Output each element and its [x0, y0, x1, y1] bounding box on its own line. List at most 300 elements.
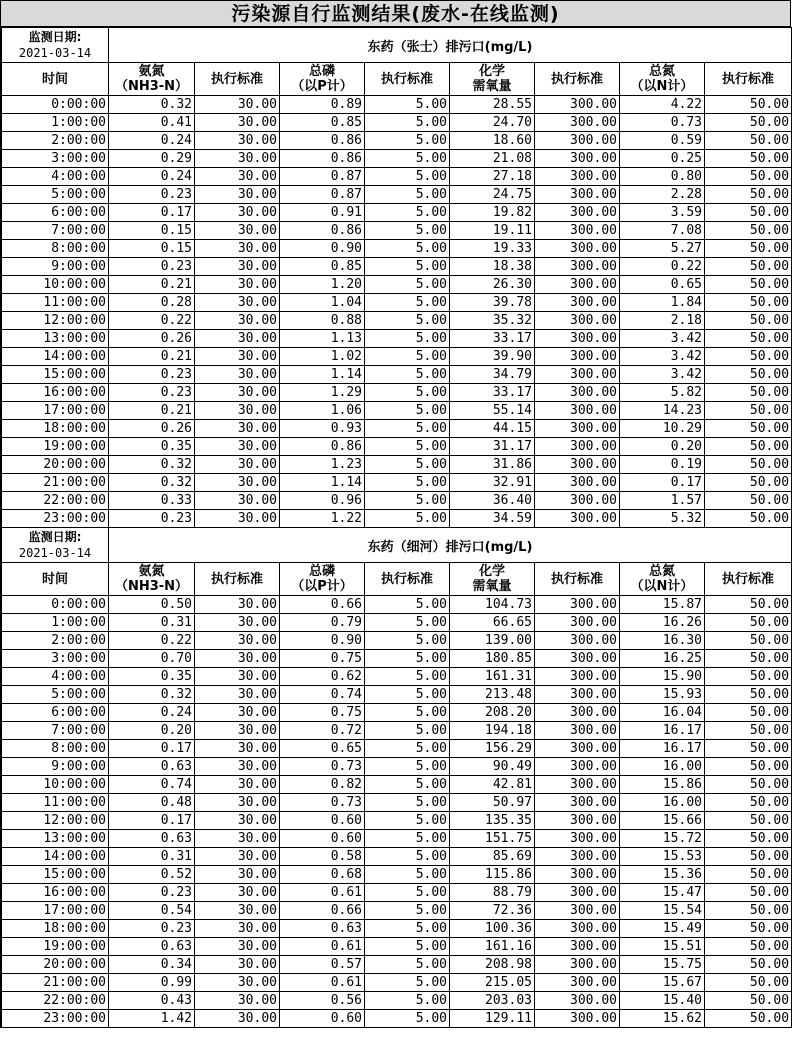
table-cell: 0.20 [109, 722, 195, 740]
table-cell: 30.00 [195, 240, 280, 258]
table-cell: 0.35 [109, 438, 195, 456]
table-cell: 50.00 [705, 686, 792, 704]
table-cell: 32.91 [450, 474, 535, 492]
table-cell: 5.00 [365, 510, 450, 528]
table-cell: 213.48 [450, 686, 535, 704]
table-cell: 50.00 [705, 938, 792, 956]
table-row [2, 992, 792, 1010]
table-cell: 0.74 [280, 686, 365, 704]
table-cell: 300.00 [535, 920, 620, 938]
table-cell: 5.00 [365, 384, 450, 402]
table-cell: 17:00:00 [2, 402, 109, 420]
table-cell: 10:00:00 [2, 276, 109, 294]
table-cell: 0.89 [280, 96, 365, 114]
table-cell: 16.00 [620, 794, 705, 812]
table-cell: 1.14 [280, 366, 365, 384]
table-cell: 300.00 [535, 222, 620, 240]
table-cell: 0.26 [109, 420, 195, 438]
column-header-line2: （以N计） [630, 79, 694, 94]
table-row [2, 474, 792, 492]
table-cell: 0.90 [280, 240, 365, 258]
table-cell: 5.00 [365, 956, 450, 974]
table-cell: 115.86 [450, 866, 535, 884]
table-cell: 3:00:00 [2, 150, 109, 168]
table-cell: 5.00 [365, 420, 450, 438]
table-cell: 30.00 [195, 956, 280, 974]
table-cell: 5.00 [365, 722, 450, 740]
column-header [535, 63, 620, 96]
table-cell: 5.00 [365, 258, 450, 276]
monitor-date-value: 2021-03-14 [18, 546, 92, 560]
table-cell: 50.00 [705, 614, 792, 632]
table-cell: 31.86 [450, 456, 535, 474]
table-cell: 5.00 [365, 150, 450, 168]
table-cell: 72.36 [450, 902, 535, 920]
table-cell: 17:00:00 [2, 902, 109, 920]
table-cell: 300.00 [535, 348, 620, 366]
table-cell: 5.00 [365, 596, 450, 614]
table-cell: 5.00 [365, 938, 450, 956]
table-cell: 208.20 [450, 704, 535, 722]
table-cell: 300.00 [535, 186, 620, 204]
column-header-line1: 总氮 [648, 64, 675, 79]
table-cell: 0.32 [109, 96, 195, 114]
column-header [195, 63, 280, 96]
table-cell: 5.00 [365, 812, 450, 830]
report-title: 污染源自行监测结果(废水-在线监测) [1, 0, 791, 27]
table-cell: 33.17 [450, 330, 535, 348]
table-cell: 15.67 [620, 974, 705, 992]
table-cell: 300.00 [535, 492, 620, 510]
table-cell: 15.66 [620, 812, 705, 830]
monitor-date-cell [2, 528, 109, 563]
table-row [2, 240, 792, 258]
table-cell: 5.00 [365, 456, 450, 474]
table-cell: 300.00 [535, 294, 620, 312]
table-cell: 42.81 [450, 776, 535, 794]
section-header-row [2, 28, 792, 63]
table-cell: 0.17 [109, 740, 195, 758]
table-cell: 10:00:00 [2, 776, 109, 794]
table-row [2, 510, 792, 528]
table-cell: 300.00 [535, 848, 620, 866]
table-cell: 0:00:00 [2, 596, 109, 614]
table-cell: 1.13 [280, 330, 365, 348]
table-cell: 50.00 [705, 348, 792, 366]
table-cell: 19:00:00 [2, 938, 109, 956]
table-cell: 30.00 [195, 668, 280, 686]
table-cell: 0.24 [109, 704, 195, 722]
table-cell: 0.20 [620, 438, 705, 456]
column-header-line1: 执行标准 [722, 71, 775, 87]
table-cell: 0.65 [620, 276, 705, 294]
table-cell: 15.54 [620, 902, 705, 920]
table-cell: 14:00:00 [2, 848, 109, 866]
table-cell: 44.15 [450, 420, 535, 438]
table-cell: 12:00:00 [2, 312, 109, 330]
table-cell: 0.87 [280, 168, 365, 186]
table-cell: 0.17 [109, 812, 195, 830]
table-cell: 0.59 [620, 132, 705, 150]
table-cell: 2:00:00 [2, 132, 109, 150]
table-cell: 0.23 [109, 384, 195, 402]
table-cell: 30.00 [195, 758, 280, 776]
table-cell: 19.82 [450, 204, 535, 222]
table-cell: 30.00 [195, 438, 280, 456]
table-cell: 15.86 [620, 776, 705, 794]
table-cell: 9:00:00 [2, 258, 109, 276]
table-cell: 0.60 [280, 1010, 365, 1028]
table-cell: 300.00 [535, 114, 620, 132]
table-cell: 0.63 [109, 758, 195, 776]
column-header-line1: 执行标准 [550, 571, 603, 587]
table-cell: 5.00 [365, 1010, 450, 1028]
table-cell: 30.00 [195, 812, 280, 830]
table-cell: 88.79 [450, 884, 535, 902]
table-cell: 30.00 [195, 150, 280, 168]
table-row [2, 312, 792, 330]
table-cell: 300.00 [535, 614, 620, 632]
table-cell: 5.00 [365, 974, 450, 992]
table-cell: 23:00:00 [2, 510, 109, 528]
table-cell: 30.00 [195, 474, 280, 492]
column-header-line2: 需氧量 [472, 579, 512, 594]
table-cell: 30.00 [195, 258, 280, 276]
table-cell: 50.00 [705, 294, 792, 312]
table-cell: 39.90 [450, 348, 535, 366]
table-cell: 30.00 [195, 920, 280, 938]
table-cell: 300.00 [535, 668, 620, 686]
table-cell: 33.17 [450, 384, 535, 402]
table-cell: 0.23 [109, 884, 195, 902]
table-cell: 0:00:00 [2, 96, 109, 114]
table-cell: 15:00:00 [2, 866, 109, 884]
table-row [2, 330, 792, 348]
table-cell: 4:00:00 [2, 668, 109, 686]
table-cell: 5:00:00 [2, 686, 109, 704]
table-cell: 18.60 [450, 132, 535, 150]
table-cell: 30.00 [195, 186, 280, 204]
table-cell: 30.00 [195, 830, 280, 848]
table-row [2, 492, 792, 510]
table-cell: 180.85 [450, 650, 535, 668]
table-row [2, 830, 792, 848]
table-cell: 30.00 [195, 492, 280, 510]
table-cell: 50.97 [450, 794, 535, 812]
column-header [620, 63, 705, 96]
table-cell: 30.00 [195, 312, 280, 330]
table-row [2, 366, 792, 384]
table-cell: 5.00 [365, 276, 450, 294]
table-cell: 0.33 [109, 492, 195, 510]
table-row [2, 420, 792, 438]
table-cell: 5.00 [365, 866, 450, 884]
table-cell: 6:00:00 [2, 204, 109, 222]
table-cell: 15.47 [620, 884, 705, 902]
table-cell: 30.00 [195, 204, 280, 222]
table-row [2, 294, 792, 312]
column-header-row [2, 563, 792, 596]
table-cell: 30.00 [195, 794, 280, 812]
table-cell: 300.00 [535, 722, 620, 740]
table-cell: 5.00 [365, 330, 450, 348]
table-cell: 300.00 [535, 312, 620, 330]
table-cell: 5.00 [365, 438, 450, 456]
table-cell: 14.23 [620, 402, 705, 420]
table-cell: 5.00 [365, 204, 450, 222]
table-cell: 300.00 [535, 704, 620, 722]
table-cell: 1.20 [280, 276, 365, 294]
table-cell: 5.00 [365, 132, 450, 150]
table-cell: 300.00 [535, 384, 620, 402]
table-cell: 50.00 [705, 956, 792, 974]
column-header [280, 563, 365, 596]
table-cell: 6:00:00 [2, 704, 109, 722]
table-cell: 0.41 [109, 114, 195, 132]
table-cell: 50.00 [705, 650, 792, 668]
table-cell: 22:00:00 [2, 492, 109, 510]
table-cell: 30.00 [195, 866, 280, 884]
table-row [2, 848, 792, 866]
table-cell: 5.00 [365, 366, 450, 384]
table-cell: 30.00 [195, 276, 280, 294]
table-cell: 0.29 [109, 150, 195, 168]
table-cell: 5.00 [365, 758, 450, 776]
table-cell: 0.70 [109, 650, 195, 668]
table-cell: 0.68 [280, 866, 365, 884]
table-cell: 5.00 [365, 614, 450, 632]
column-header [620, 563, 705, 596]
table-row [2, 668, 792, 686]
table-cell: 300.00 [535, 276, 620, 294]
table-cell: 30.00 [195, 902, 280, 920]
table-cell: 16.17 [620, 722, 705, 740]
table-cell: 0.21 [109, 276, 195, 294]
table-cell: 50.00 [705, 920, 792, 938]
table-cell: 0.58 [280, 848, 365, 866]
table-cell: 19:00:00 [2, 438, 109, 456]
table-cell: 300.00 [535, 330, 620, 348]
table-cell: 30.00 [195, 330, 280, 348]
table-cell: 0.88 [280, 312, 365, 330]
table-cell: 1.29 [280, 384, 365, 402]
table-cell: 300.00 [535, 420, 620, 438]
table-cell: 2.18 [620, 312, 705, 330]
table-cell: 0.23 [109, 258, 195, 276]
table-cell: 24.75 [450, 186, 535, 204]
table-cell: 0.63 [109, 830, 195, 848]
column-header [2, 63, 109, 96]
table-cell: 20:00:00 [2, 956, 109, 974]
table-cell: 5.00 [365, 686, 450, 704]
table-cell: 21:00:00 [2, 974, 109, 992]
table-cell: 36.40 [450, 492, 535, 510]
monitor-date-label: 监测日期: [28, 30, 82, 44]
table-cell: 34.59 [450, 510, 535, 528]
table-cell: 50.00 [705, 848, 792, 866]
table-cell: 0.60 [280, 830, 365, 848]
table-cell: 0.87 [280, 186, 365, 204]
column-header-line1: 执行标准 [380, 71, 433, 87]
table-cell: 50.00 [705, 776, 792, 794]
table-cell: 2:00:00 [2, 632, 109, 650]
table-cell: 30.00 [195, 632, 280, 650]
monitoring-table [1, 27, 792, 1028]
table-row [2, 1010, 792, 1028]
table-cell: 5.00 [365, 848, 450, 866]
table-cell: 50.00 [705, 114, 792, 132]
table-cell: 50.00 [705, 812, 792, 830]
table-cell: 11:00:00 [2, 794, 109, 812]
table-row [2, 438, 792, 456]
table-cell: 300.00 [535, 812, 620, 830]
table-cell: 0.32 [109, 686, 195, 704]
table-cell: 13:00:00 [2, 330, 109, 348]
table-cell: 50.00 [705, 722, 792, 740]
table-cell: 30.00 [195, 366, 280, 384]
table-cell: 19.11 [450, 222, 535, 240]
table-cell: 5.00 [365, 96, 450, 114]
column-header [109, 563, 195, 596]
table-cell: 0.85 [280, 258, 365, 276]
table-cell: 161.16 [450, 938, 535, 956]
table-row [2, 114, 792, 132]
table-cell: 0.66 [280, 596, 365, 614]
table-cell: 16.00 [620, 758, 705, 776]
column-header-line1: 氨氮 [138, 564, 165, 579]
table-cell: 139.00 [450, 632, 535, 650]
column-header-line1: 总磷 [308, 564, 335, 579]
table-cell: 30.00 [195, 96, 280, 114]
table-cell: 0.23 [109, 186, 195, 204]
table-cell: 2.28 [620, 186, 705, 204]
column-header-line1: 执行标准 [210, 571, 263, 587]
table-cell: 104.73 [450, 596, 535, 614]
table-cell: 12:00:00 [2, 812, 109, 830]
table-cell: 26.30 [450, 276, 535, 294]
table-cell: 300.00 [535, 758, 620, 776]
table-cell: 50.00 [705, 312, 792, 330]
table-cell: 15.62 [620, 1010, 705, 1028]
table-cell: 0.80 [620, 168, 705, 186]
table-cell: 300.00 [535, 366, 620, 384]
table-cell: 0.62 [280, 668, 365, 686]
table-cell: 1.84 [620, 294, 705, 312]
table-row [2, 614, 792, 632]
table-cell: 5.00 [365, 650, 450, 668]
column-header-line2: （以N计） [630, 579, 694, 594]
table-cell: 30.00 [195, 294, 280, 312]
table-cell: 5.00 [365, 492, 450, 510]
table-cell: 50.00 [705, 758, 792, 776]
table-cell: 0.15 [109, 240, 195, 258]
table-cell: 0.24 [109, 132, 195, 150]
table-cell: 50.00 [705, 866, 792, 884]
table-cell: 300.00 [535, 438, 620, 456]
table-row [2, 794, 792, 812]
table-cell: 5.27 [620, 240, 705, 258]
table-cell: 300.00 [535, 402, 620, 420]
table-cell: 50.00 [705, 240, 792, 258]
table-cell: 5.00 [365, 740, 450, 758]
table-cell: 300.00 [535, 474, 620, 492]
table-row [2, 884, 792, 902]
table-cell: 300.00 [535, 150, 620, 168]
table-cell: 30.00 [195, 222, 280, 240]
column-header-line1: 时间 [41, 571, 68, 587]
table-cell: 0.93 [280, 420, 365, 438]
table-cell: 30.00 [195, 132, 280, 150]
table-cell: 0.90 [280, 632, 365, 650]
table-row [2, 204, 792, 222]
table-cell: 194.18 [450, 722, 535, 740]
table-cell: 50.00 [705, 632, 792, 650]
table-cell: 30.00 [195, 456, 280, 474]
table-cell: 300.00 [535, 830, 620, 848]
table-cell: 300.00 [535, 992, 620, 1010]
table-cell: 0.32 [109, 474, 195, 492]
table-cell: 5.00 [365, 668, 450, 686]
table-cell: 10.29 [620, 420, 705, 438]
table-row [2, 650, 792, 668]
column-header [109, 63, 195, 96]
column-header [450, 563, 535, 596]
table-cell: 30.00 [195, 848, 280, 866]
table-cell: 50.00 [705, 438, 792, 456]
table-cell: 16:00:00 [2, 884, 109, 902]
table-cell: 300.00 [535, 456, 620, 474]
table-cell: 151.75 [450, 830, 535, 848]
table-cell: 50.00 [705, 830, 792, 848]
table-cell: 30.00 [195, 884, 280, 902]
table-cell: 1.04 [280, 294, 365, 312]
table-cell: 0.61 [280, 884, 365, 902]
table-row [2, 740, 792, 758]
table-cell: 0.23 [109, 510, 195, 528]
table-cell: 5.00 [365, 294, 450, 312]
table-cell: 300.00 [535, 650, 620, 668]
table-cell: 15.72 [620, 830, 705, 848]
table-cell: 5.00 [365, 474, 450, 492]
table-row [2, 920, 792, 938]
table-cell: 21:00:00 [2, 474, 109, 492]
table-cell: 0.23 [109, 920, 195, 938]
table-cell: 50.00 [705, 204, 792, 222]
table-cell: 50.00 [705, 884, 792, 902]
table-cell: 30.00 [195, 722, 280, 740]
table-cell: 0.17 [620, 474, 705, 492]
table-cell: 5.00 [365, 240, 450, 258]
table-cell: 300.00 [535, 1010, 620, 1028]
table-cell: 30.00 [195, 168, 280, 186]
table-row [2, 956, 792, 974]
table-cell: 215.05 [450, 974, 535, 992]
table-cell: 0.17 [109, 204, 195, 222]
table-cell: 31.17 [450, 438, 535, 456]
table-cell: 50.00 [705, 366, 792, 384]
table-cell: 300.00 [535, 794, 620, 812]
table-cell: 30.00 [195, 938, 280, 956]
table-cell: 3.59 [620, 204, 705, 222]
table-cell: 300.00 [535, 632, 620, 650]
table-row [2, 758, 792, 776]
column-header-line1: 执行标准 [550, 71, 603, 87]
table-cell: 9:00:00 [2, 758, 109, 776]
table-cell: 5.00 [365, 114, 450, 132]
monitor-date-label: 监测日期: [28, 530, 82, 544]
column-header [195, 563, 280, 596]
table-cell: 0.82 [280, 776, 365, 794]
